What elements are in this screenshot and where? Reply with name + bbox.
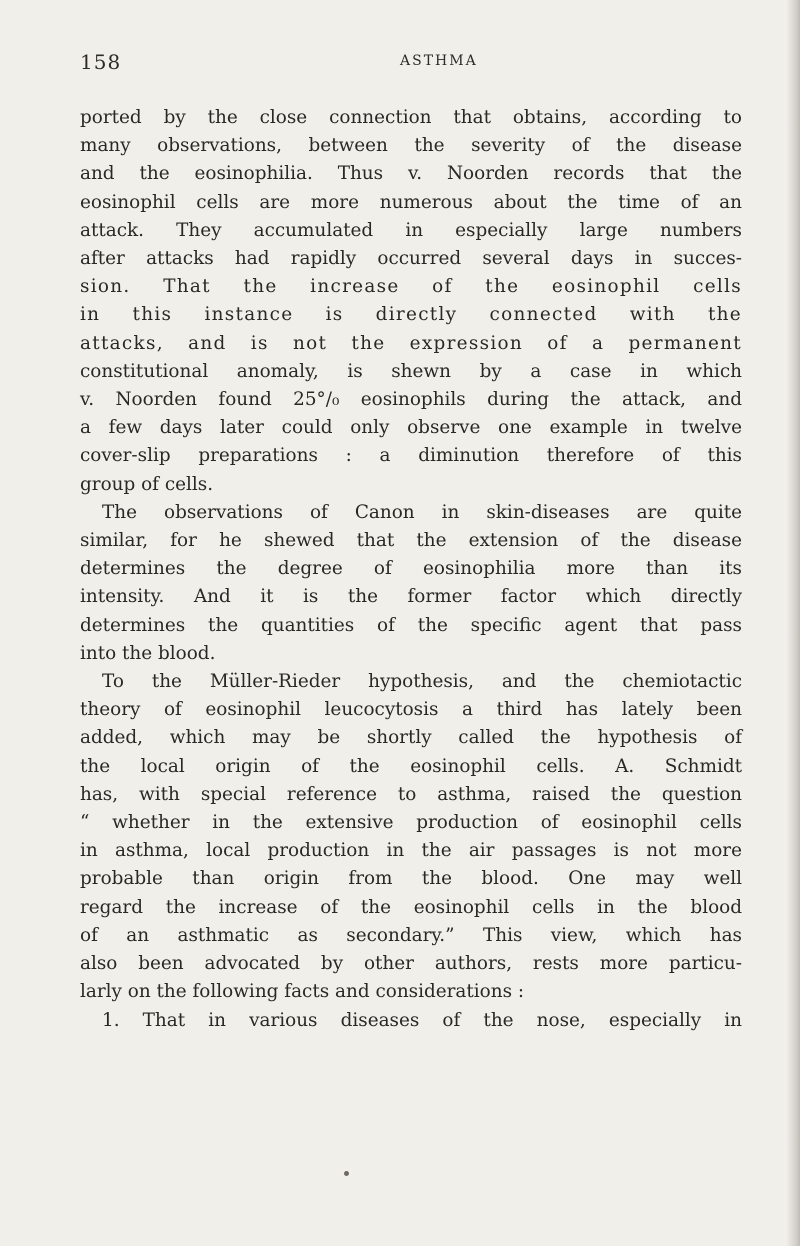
page-header [80,50,720,78]
text-line: sion. That the increase of the eosinophil cells [80,276,742,298]
text-line: constitutional anomaly, is shewn by a case in which [80,360,742,382]
text-line: The observations of Canon in skin-diseases are quite [102,501,742,523]
text-line: determines the quantities of the specific agent that pass [80,614,742,636]
text-line: larly on the following facts and considerations : [80,981,525,1003]
text-line: group of cells. [80,473,214,495]
ink-speck [344,1171,349,1176]
text-line: probable than origin from the blood. One may well [80,868,742,890]
text-line: cover-slip preparations : a diminution therefore of this [80,445,742,467]
text-line: a few days later could only observe one example in twelve [80,417,742,439]
text-line: in asthma, local production in the air passages is not more [80,840,742,862]
body-text [80,104,742,1035]
page-edge-shadow [786,0,800,1246]
text-line: after attacks had rapidly occurred several days in succes- [80,248,742,270]
text-line: in this instance is directly connected with the [80,304,742,326]
running-head: ASTHMA [400,53,478,69]
text-line: intensity. And it is the former factor which directly [80,586,742,608]
text-line: has, with special reference to asthma, raised the question [80,783,742,805]
text-line: theory of eosinophil leucocytosis a third has lately been [80,699,742,721]
text-line: similar, for he shewed that the extension of the disease [80,530,742,552]
text-line: To the Müller-Rieder hypothesis, and the chemiotactic [102,671,742,693]
text-line: of an asthmatic as secondary.” This view, which has [80,924,742,946]
text-line: “ whether in the extensive production of eosinophil cells [80,812,742,834]
text-line: added, which may be shortly called the hypothesis of [80,727,742,749]
text-line: the local origin of the eosinophil cells. A. Schmidt [80,755,742,777]
text-line: regard the increase of the eosinophil cells in the blood [80,896,742,918]
text-line: into the blood. [80,642,216,664]
text-line: v. Noorden found 25°/₀ eosinophils during the attack, and [80,389,742,411]
text-line: and the eosinophilia. Thus v. Noorden records that the [80,163,742,185]
text-line: 1. That in various diseases of the nose, especially in [102,1009,742,1031]
text-line: many observations, between the severity of the disease [80,135,742,157]
page-number: 158 [80,50,122,74]
text-line: determines the degree of eosinophilia more than its [80,558,742,580]
text-line: eosinophil cells are more numerous about the time of an [80,191,742,213]
text-line: attack. They accumulated in especially large numbers [80,219,742,241]
text-line: attacks, and is not the expression of a permanent [80,332,742,354]
text-line: also been advocated by other authors, rests more particu- [80,953,742,975]
text-line: ported by the close connection that obtains, according to [80,107,742,128]
